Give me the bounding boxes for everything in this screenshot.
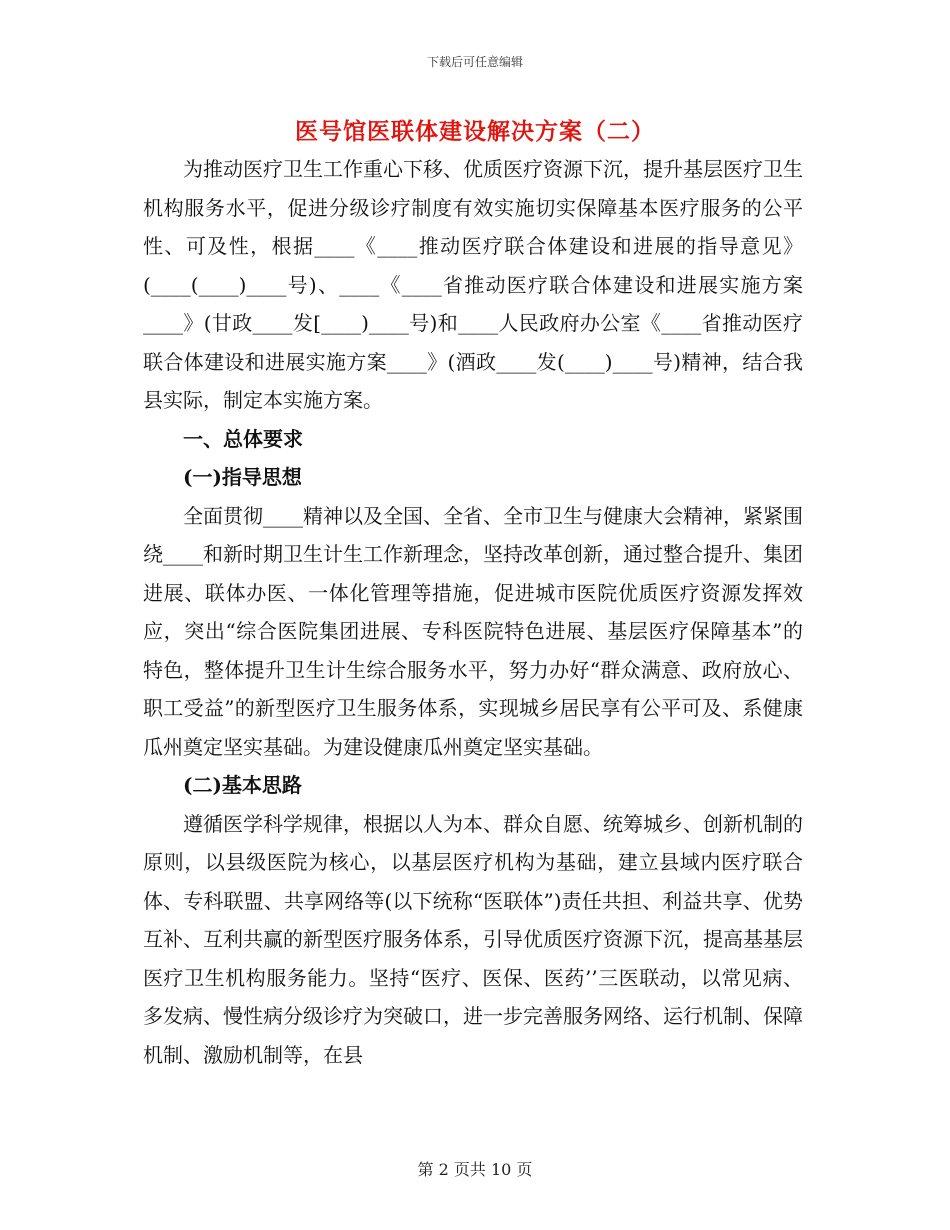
basic-approach-paragraph: 遵循医学科学规律，根据以人为本、群众自愿、统筹城乡、创新机制的原则，以县级医院为核心，以基层医疗机构为基础，建立县域内医疗联合体、专科联盟、共享网络等(以下统称“医联体”)责任共担、利益共享、优势互补、互利共赢的新型医疗服务体系，引导优质医疗资源下沉，提高基基层医疗卫生机构服务能力。坚持“医疗、医保、医药’’三医联动，以常见病、多发病、慢性病分级诊疗为突破口，进一步完善服务网络、运行机制、保障机制、激励机制等，在县: [143, 811, 803, 1067]
document-title: 医号馆医联体建设解决方案（二）: [295, 118, 655, 145]
document-body: [143, 150, 803, 1074]
guiding-ideology-paragraph: 全面贯彻____精神以及全国、全省、全市卫生与健康大会精神，紧紧围绕____和新时期卫生计生工作新理念，坚持改革创新，通过整合提升、集团进展、联体办医、一体化管理等措施，促进城市医院优质医疗资源发挥效应，突出“综合医院集团进展、专科医院特色进展、基层医疗保障基本”的特色，整体提升卫生计生综合服务水平，努力办好“群众满意、政府放心、职工受益”的新型医疗卫生服务体系，实现城乡居民享有公平可及、系健康瓜州奠定坚实基础。为建设健康瓜州奠定坚实基础。: [143, 503, 803, 759]
subsection-heading-guiding-ideology: (一)指导思想: [183, 465, 302, 489]
header-note: 下载后可任意编辑: [426, 55, 523, 69]
intro-paragraph: 为推动医疗卫生工作重心下移、优质医疗资源下沉，提升基层医疗卫生机构服务水平，促进分级诊疗制度有效实施切实保障基本医疗服务的公平性、可及性，根据____《____推动医疗联合体建设和进展的指导意见》(____(____)____号)、____《____省推动医疗联合体建设和进展实施方案____》(甘政____发[____)____号)和____人民政府办公室《____省推动医疗联合体建设和进展实施方案____》(酒政____发(____)____号)精神，结合我县实际，制定本实施方案。: [143, 157, 803, 412]
subsection-heading-basic-approach: (二)基本思路: [183, 773, 302, 797]
section-heading-overall-requirements: 一、总体要求: [183, 426, 303, 451]
page-footer: 第 2 页共 10 页: [417, 1160, 533, 1179]
